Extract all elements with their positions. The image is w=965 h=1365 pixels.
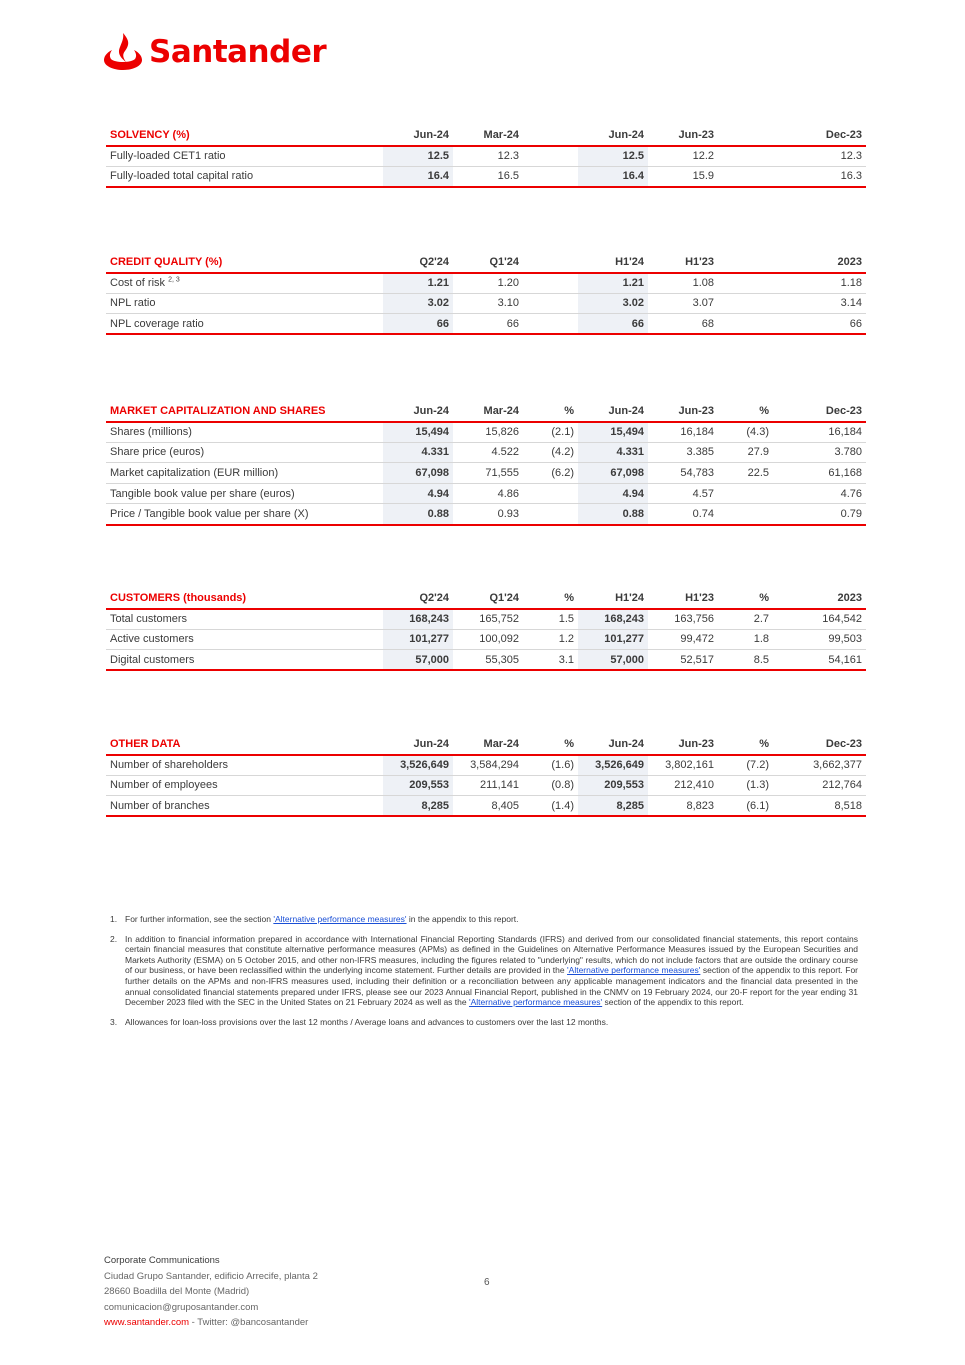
row-label	[106, 463, 383, 484]
table-header-row	[106, 125, 866, 146]
apm-link[interactable]: 'Alternative performance measures'	[567, 965, 701, 976]
market-cap-table	[106, 401, 866, 526]
column-header: Jun-24	[383, 125, 453, 146]
column-header: %	[523, 588, 578, 609]
table-cell: 66	[453, 314, 523, 335]
table-cell: 66	[578, 314, 648, 335]
column-header: Q1'24	[453, 252, 523, 273]
table-row	[106, 463, 866, 484]
table-cell: 8,823	[648, 796, 718, 817]
table-cell: 3.385	[648, 442, 718, 463]
other-data-table	[106, 734, 866, 817]
table-cell: 4.331	[383, 442, 453, 463]
footnote-text-part: section of the appendix to this report. For further details on the APMs and non-IFRS measures used, including their definition or a reconciliation between any applicable management indicators and the financial data presented in the annual consolidated financial statements prepared under IFRS, please see our 2023 Annual Financial Report, published in the CNMV on 19 February 2024, our 20-F report for the year ending 31 December 2023 filed with the SEC in the United States on 21 February 2024 as well as the	[125, 965, 858, 1008]
table-header-row	[106, 734, 866, 755]
footnote-3	[110, 1017, 858, 1028]
table-cell	[523, 483, 578, 504]
column-header: H1'24	[578, 588, 648, 609]
table-cell: (6.1)	[718, 796, 773, 817]
table-cell: 8,405	[453, 796, 523, 817]
table-cell: 61,168	[773, 463, 866, 484]
table-row	[106, 273, 866, 294]
column-header: %	[523, 734, 578, 755]
column-header: Jun-23	[648, 125, 718, 146]
table-row	[106, 796, 866, 817]
table-cell: (1.3)	[718, 775, 773, 796]
row-label-text: Fully-loaded total capital ratio	[110, 170, 254, 183]
table-cell: 0.88	[383, 504, 453, 525]
column-header	[718, 252, 773, 273]
table-cell: 27.9	[718, 442, 773, 463]
column-header: Jun-24	[578, 401, 648, 422]
column-header: Mar-24	[453, 401, 523, 422]
column-header: Jun-24	[383, 401, 453, 422]
table-cell: 4.94	[383, 483, 453, 504]
table-title: CUSTOMERS (thousands)	[106, 588, 383, 609]
column-header	[523, 252, 578, 273]
apm-link[interactable]: 'Alternative performance measures'	[468, 997, 603, 1008]
table-cell: 66	[773, 314, 866, 335]
row-label-text: NPL ratio	[110, 297, 156, 310]
footnote-text-part: For further information, see the section	[125, 914, 274, 924]
table-cell: 16.4	[578, 166, 648, 187]
table-title: CREDIT QUALITY (%)	[106, 252, 383, 273]
row-label-text: Number of shareholders	[110, 759, 229, 772]
footer	[104, 1253, 318, 1331]
column-header	[718, 125, 773, 146]
table-cell: 4.86	[453, 483, 523, 504]
column-header: Q1'24	[453, 588, 523, 609]
table-cell: 12.5	[383, 146, 453, 167]
table-cell: 1.5	[523, 609, 578, 630]
table-header-row	[106, 401, 866, 422]
table-cell: 3.02	[383, 293, 453, 314]
table-cell: 12.3	[773, 146, 866, 167]
table-cell: 0.74	[648, 504, 718, 525]
table-row	[106, 442, 866, 463]
solvency-table	[106, 125, 866, 188]
row-label-text: Market capitalization (EUR million)	[110, 467, 279, 480]
table-cell: 1.08	[648, 273, 718, 294]
santander-logo	[103, 31, 326, 73]
table-cell: 168,243	[578, 609, 648, 630]
brand-name: Santander	[149, 34, 327, 70]
footnote-text-part: in the appendix to this report.	[406, 914, 519, 924]
row-label	[106, 293, 383, 314]
row-label	[106, 609, 383, 630]
table-cell: 0.88	[578, 504, 648, 525]
table-row	[106, 504, 866, 525]
table-cell: 2.7	[718, 609, 773, 630]
table-cell: 66	[383, 314, 453, 335]
column-header: Dec-23	[773, 125, 866, 146]
table-cell: 4.57	[648, 483, 718, 504]
table-cell: 3.14	[773, 293, 866, 314]
row-label	[106, 483, 383, 504]
column-header: %	[718, 588, 773, 609]
table-cell: 52,517	[648, 650, 718, 671]
column-header: 2023	[773, 252, 866, 273]
table-cell: 57,000	[383, 650, 453, 671]
table-cell: 163,756	[648, 609, 718, 630]
footer-org: Corporate Communications	[104, 1255, 220, 1266]
footnote-text	[125, 934, 858, 1008]
column-header: %	[718, 734, 773, 755]
row-label	[106, 166, 383, 187]
table-cell: (7.2)	[718, 755, 773, 776]
row-label-text: Total customers	[110, 613, 188, 626]
row-label-text: Number of branches	[110, 799, 210, 812]
table-cell: 71,555	[453, 463, 523, 484]
row-label	[106, 273, 383, 294]
footnote-text-part: section of the appendix to this report.	[602, 997, 744, 1008]
table-cell: 212,764	[773, 775, 866, 796]
footnotes	[110, 914, 858, 1036]
table-cell: (0.8)	[523, 775, 578, 796]
table-cell: 8.5	[718, 650, 773, 671]
column-header: Jun-23	[648, 401, 718, 422]
table-cell: (2.1)	[523, 422, 578, 443]
footnote-2	[110, 934, 858, 1008]
table-cell: 4.76	[773, 483, 866, 504]
column-header: Jun-24	[383, 734, 453, 755]
table-cell	[523, 504, 578, 525]
column-header: Mar-24	[453, 125, 523, 146]
table-row	[106, 775, 866, 796]
row-label-text: Fully-loaded CET1 ratio	[110, 150, 226, 163]
row-label-text: Share price (euros)	[110, 446, 205, 459]
apm-link[interactable]: 'Alternative performance measures'	[273, 914, 407, 924]
table-cell: 3.07	[648, 293, 718, 314]
table-cell: 54,783	[648, 463, 718, 484]
table-row	[106, 422, 866, 443]
column-header: Q2'24	[383, 588, 453, 609]
column-header: %	[523, 401, 578, 422]
row-label	[106, 442, 383, 463]
table-title: SOLVENCY (%)	[106, 125, 383, 146]
table-cell: 55,305	[453, 650, 523, 671]
table-cell: 3.1	[523, 650, 578, 671]
column-header: Dec-23	[773, 401, 866, 422]
table-cell: 1.21	[383, 273, 453, 294]
table-cell: 4.522	[453, 442, 523, 463]
column-header: Jun-24	[578, 734, 648, 755]
footnote-1	[110, 914, 858, 925]
table-cell: 212,410	[648, 775, 718, 796]
row-label	[106, 422, 383, 443]
table-cell: 4.94	[578, 483, 648, 504]
table-header-row	[106, 252, 866, 273]
table-cell: 15,494	[578, 422, 648, 443]
table-cell	[523, 273, 578, 294]
column-header: H1'23	[648, 252, 718, 273]
table-cell: 209,553	[383, 775, 453, 796]
row-label	[106, 650, 383, 671]
table-header-row	[106, 588, 866, 609]
table-cell: 54,161	[773, 650, 866, 671]
twitter-handle: - Twitter: @bancosantander	[189, 1317, 309, 1328]
table-cell: 67,098	[383, 463, 453, 484]
table-cell: 16.5	[453, 166, 523, 187]
table-cell: 1.8	[718, 629, 773, 650]
column-header	[523, 125, 578, 146]
footer-contact	[104, 1315, 318, 1331]
table-cell	[718, 504, 773, 525]
table-cell: 8,285	[383, 796, 453, 817]
table-cell: 3.02	[578, 293, 648, 314]
table-cell: 12.5	[578, 146, 648, 167]
row-label-text: Active customers	[110, 633, 194, 646]
footnote-number: 2.	[110, 933, 118, 944]
footer-address: 28660 Boadilla del Monte (Madrid)	[104, 1286, 250, 1297]
row-label-text: Tangible book value per share (euros)	[110, 487, 295, 500]
table-cell	[718, 314, 773, 335]
footer-address: Ciudad Grupo Santander, edificio Arrecife, planta 2	[104, 1270, 318, 1282]
table-cell: 0.79	[773, 504, 866, 525]
table-cell: 1.2	[523, 629, 578, 650]
row-label	[106, 775, 383, 796]
footnote-text-part: In addition to financial information prepared in accordance with International Financial Reporting Standards (IFRS) and derived from our consolidated financial statements, this report contains certain financial measures that constitute alternative performance measures (APMs) as defined in the Guidelines on Alternative Performance Measures issued by the European Securities and Markets Authority (ESMA) on 5 October 2015, and other non-IFRS measures, including the figures related to "underlying" results, which do not include factors that are outside the ordinary course of our business, or have been reclassified within the underlying income statement. Further details are provided in the	[125, 933, 858, 976]
table-title: MARKET CAPITALIZATION AND SHARES	[106, 401, 383, 422]
table-row	[106, 314, 866, 335]
flame-icon	[103, 32, 143, 72]
table-cell	[718, 483, 773, 504]
table-cell: (1.6)	[523, 755, 578, 776]
row-label	[106, 504, 383, 525]
table-row	[106, 293, 866, 314]
table-cell: 99,472	[648, 629, 718, 650]
customers-table	[106, 588, 866, 671]
table-cell: (1.4)	[523, 796, 578, 817]
table-cell: 1.20	[453, 273, 523, 294]
table-cell	[523, 146, 578, 167]
footnote-text: Allowances for loan-loss provisions over the last 12 months / Average loans and advances to customers over the last 12 months.	[125, 1016, 609, 1027]
footnote-text	[125, 914, 858, 925]
table-row	[106, 166, 866, 187]
column-header: H1'24	[578, 252, 648, 273]
table-cell: 8,285	[578, 796, 648, 817]
table-cell: 211,141	[453, 775, 523, 796]
table-cell: 3.780	[773, 442, 866, 463]
column-header: Jun-24	[578, 125, 648, 146]
table-row	[106, 146, 866, 167]
table-cell: 15,494	[383, 422, 453, 443]
table-cell: 168,243	[383, 609, 453, 630]
table-cell: 99,503	[773, 629, 866, 650]
credit-quality-table	[106, 252, 866, 335]
table-row	[106, 629, 866, 650]
table-cell: 101,277	[383, 629, 453, 650]
table-cell: (6.2)	[523, 463, 578, 484]
row-label-text: Digital customers	[110, 653, 195, 666]
table-cell: 0.93	[453, 504, 523, 525]
footnote-number: 3.	[110, 1016, 118, 1027]
footer-email[interactable]: comunicacion@gruposantander.com	[104, 1301, 259, 1313]
column-header: %	[718, 401, 773, 422]
row-label-text: NPL coverage ratio	[110, 317, 204, 330]
column-header: 2023	[773, 588, 866, 609]
table-cell: 101,277	[578, 629, 648, 650]
table-cell: 100,092	[453, 629, 523, 650]
column-header: Dec-23	[773, 734, 866, 755]
table-cell: 12.3	[453, 146, 523, 167]
row-label-text: Shares (millions)	[110, 426, 192, 439]
table-cell	[523, 314, 578, 335]
table-row	[106, 650, 866, 671]
table-cell: 3,662,377	[773, 755, 866, 776]
column-header: H1'23	[648, 588, 718, 609]
footnote-number: 1.	[110, 914, 118, 924]
table-cell: 3.10	[453, 293, 523, 314]
column-header: Jun-23	[648, 734, 718, 755]
table-title: OTHER DATA	[106, 734, 383, 755]
row-label-text: Price / Tangible book value per share (X)	[110, 508, 309, 521]
table-cell: (4.3)	[718, 422, 773, 443]
table-cell	[718, 146, 773, 167]
table-cell: 209,553	[578, 775, 648, 796]
table-row	[106, 609, 866, 630]
table-cell: 4.331	[578, 442, 648, 463]
page-number: 6	[484, 1277, 490, 1288]
table-cell	[523, 166, 578, 187]
table-cell: 57,000	[578, 650, 648, 671]
table-cell: 16.3	[773, 166, 866, 187]
row-label	[106, 755, 383, 776]
table-cell: 16,184	[773, 422, 866, 443]
table-cell: 1.21	[578, 273, 648, 294]
table-cell: 1.18	[773, 273, 866, 294]
table-cell: 3,802,161	[648, 755, 718, 776]
table-cell: 3,584,294	[453, 755, 523, 776]
column-header: Mar-24	[453, 734, 523, 755]
table-cell: 16,184	[648, 422, 718, 443]
table-cell: 68	[648, 314, 718, 335]
table-cell: 22.5	[718, 463, 773, 484]
row-label	[106, 146, 383, 167]
table-cell: 16.4	[383, 166, 453, 187]
table-cell	[718, 273, 773, 294]
row-label-text: Cost of risk	[110, 277, 166, 290]
column-header: Q2'24	[383, 252, 453, 273]
website-link[interactable]: www.santander.com	[104, 1317, 190, 1328]
table-cell	[718, 166, 773, 187]
table-row	[106, 755, 866, 776]
table-cell: 8,518	[773, 796, 866, 817]
table-cell: 164,542	[773, 609, 866, 630]
table-cell: 12.2	[648, 146, 718, 167]
row-label	[106, 629, 383, 650]
row-label-text: Number of employees	[110, 779, 218, 792]
table-row	[106, 483, 866, 504]
footnote-reference: 2, 3	[168, 276, 180, 284]
table-cell: 3,526,649	[383, 755, 453, 776]
table-cell: 67,098	[578, 463, 648, 484]
table-cell: 165,752	[453, 609, 523, 630]
table-cell: 3,526,649	[578, 755, 648, 776]
table-cell	[523, 293, 578, 314]
table-cell	[718, 293, 773, 314]
table-cell: (4.2)	[523, 442, 578, 463]
table-cell: 15.9	[648, 166, 718, 187]
row-label	[106, 314, 383, 335]
table-cell: 15,826	[453, 422, 523, 443]
row-label	[106, 796, 383, 817]
